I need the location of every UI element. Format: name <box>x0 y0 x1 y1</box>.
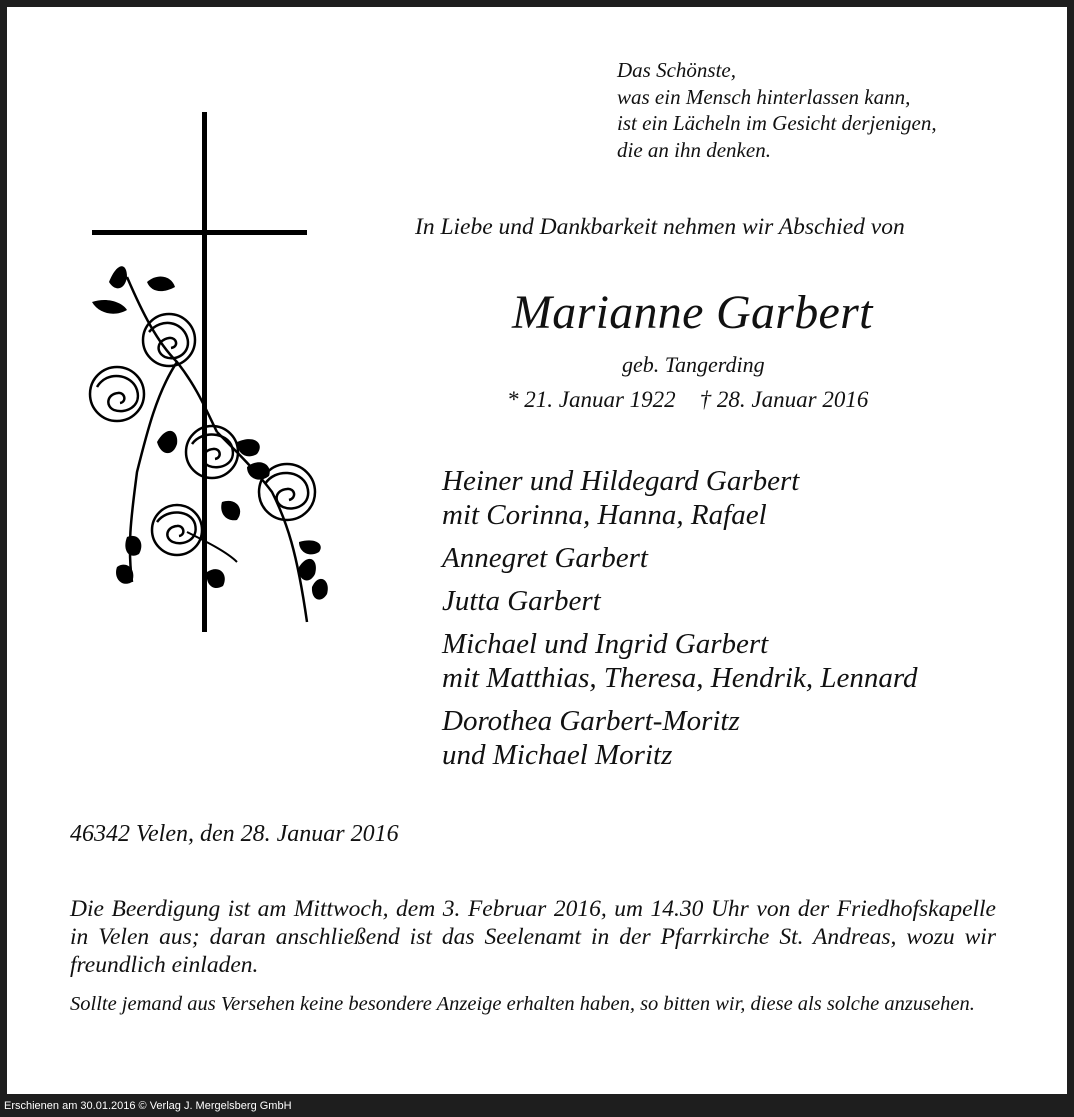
mourner-line: mit Matthias, Theresa, Hendrik, Lennard <box>442 662 918 694</box>
poem-line: ist ein Lächeln im Gesicht derjenigen, <box>617 111 937 135</box>
mourner-line: Dorothea Garbert-Moritz <box>442 705 740 737</box>
life-dates <box>507 387 868 413</box>
funeral-details: Die Beerdigung ist am Mittwoch, dem 3. Februar 2016, um 14.30 Uhr von der Friedhofskapelle in Velen aus; daran anschließend ist das Seelenamt in der Pfarrkirche St. Andreas, wozu wir freundlich einladen. <box>70 896 996 978</box>
mourner-line: Jutta Garbert <box>442 585 601 617</box>
poem-line: Das Schönste, <box>617 58 736 82</box>
mourner-line: Annegret Garbert <box>442 542 648 574</box>
obituary-notice <box>7 7 1067 1094</box>
birth-date: * 21. Januar 1922 <box>507 387 676 412</box>
place-date: 46342 Velen, den 28. Januar 2016 <box>70 821 399 847</box>
poem-line: was ein Mensch hinterlassen kann, <box>617 84 911 109</box>
poem <box>617 57 937 163</box>
cross-with-roses-icon <box>87 112 347 642</box>
publication-footer: Erschienen am 30.01.2016 © Verlag J. Mergelsberg GmbH <box>4 1100 292 1112</box>
poem-line: die an ihn denken. <box>617 137 771 162</box>
mourner-line: mit Corinna, Hanna, Rafael <box>442 499 767 531</box>
notice-note: Sollte jemand aus Versehen keine besondere Anzeige erhalten haben, so bitten wir, diese als solche anzusehen. <box>70 993 975 1015</box>
mourner-line: und Michael Moritz <box>442 739 673 771</box>
death-date: † 28. Januar 2016 <box>699 387 869 412</box>
mourner-line: Heiner und Hildegard Garbert <box>442 465 800 497</box>
intro-line: In Liebe und Dankbarkeit nehmen wir Abschied von <box>415 214 905 240</box>
deceased-name: Marianne Garbert <box>512 286 873 339</box>
mourner-line: Michael und Ingrid Garbert <box>442 628 769 660</box>
birth-name: geb. Tangerding <box>622 352 765 377</box>
